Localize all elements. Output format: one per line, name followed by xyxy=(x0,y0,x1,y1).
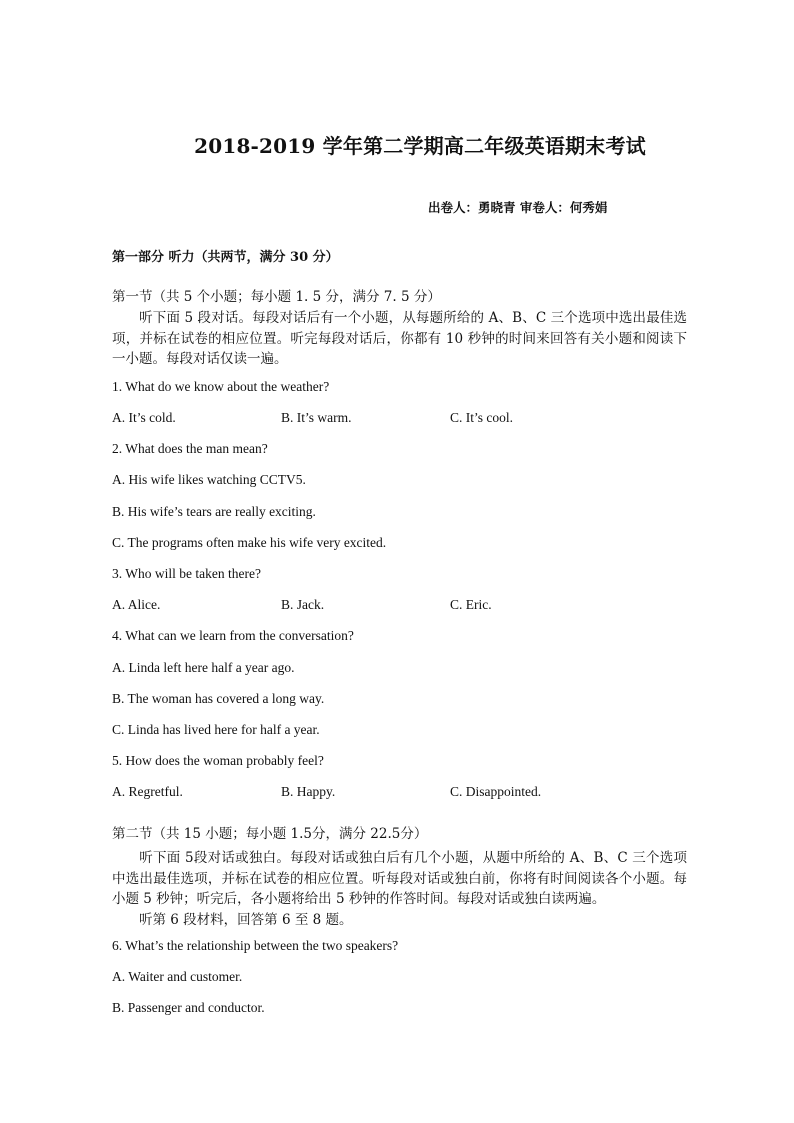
question-6-option-a: A. Waiter and customer. xyxy=(112,969,243,984)
question-6-option-b: B. Passenger and conductor. xyxy=(112,1000,265,1015)
question-5-option-c: C. Disappointed. xyxy=(450,784,542,799)
question-4-option-b: B. The woman has covered a long way. xyxy=(112,691,325,706)
question-3-option-b: B. Jack. xyxy=(281,597,325,612)
section-two-material-note: 听第 6 段材料，回答第 6 至 8 题。 xyxy=(139,911,353,928)
question-3-option-a: A. Alice. xyxy=(112,597,161,612)
question-1-stem: 1. What do we know about the weather? xyxy=(112,379,330,394)
exam-title: 2018-2019 学年第二学期高二年级英语期末考试 xyxy=(194,134,646,158)
part-one-heading: 第一部分 听力（共两节，满分 30 分） xyxy=(112,250,339,265)
question-5-option-b: B. Happy. xyxy=(281,784,336,799)
question-5-stem: 5. How does the woman probably feel? xyxy=(112,753,324,768)
section-two-instructions xyxy=(112,848,687,930)
question-4-stem: 4. What can we learn from the conversation? xyxy=(112,628,354,643)
question-3-option-c: C. Eric. xyxy=(450,597,492,612)
question-2-option-b: B. His wife’s tears are really exciting. xyxy=(112,504,316,519)
section-two-instructions-text: 听下面 5段对话或独白。每段对话或独白后有几个小题，从题中所给的 A、B、C 三个选项中选出最佳选项，并标在试卷的相应位置。听每段对话或独白前，你将有时间阅读各个小题。每小题 5 秒钟；听完后，各小题将给出 5 秒钟的作答时间。每段对话或独白读两遍。 xyxy=(112,850,687,907)
question-6-stem: 6. What’s the relationship between the two speakers? xyxy=(112,938,399,953)
question-4-option-c: C. Linda has lived here for half a year. xyxy=(112,722,320,737)
question-1-option-c: C. It’s cool. xyxy=(450,410,513,425)
question-1-option-b: B. It’s warm. xyxy=(281,410,352,425)
question-2-option-c: C. The programs often make his wife very excited. xyxy=(112,535,387,550)
question-1-option-a: A. It’s cold. xyxy=(112,410,176,425)
question-2-option-a: A. His wife likes watching CCTV5. xyxy=(112,472,306,487)
section-one-heading: 第一节（共 5 个小题；每小题 1. 5 分，满分 7. 5 分） xyxy=(112,289,441,305)
section-one-instructions-text: 听下面 5 段对话。每段对话后有一个小题，从每题所给的 A、B、C 三个选项中选出最佳选项，并标在试卷的相应位置。听完每段对话后，你都有 10 秒钟的时间来回答有关小题和阅读下一小题。每段对话仅读一遍。 xyxy=(112,310,687,367)
question-3-stem: 3. Who will be taken there? xyxy=(112,566,261,581)
authors-line: 出卷人：勇晓青 审卷人：何秀娟 xyxy=(428,200,608,215)
section-two-heading: 第二节（共 15 小题；每小题 1.5分，满分 22.5分） xyxy=(112,826,428,842)
question-5-option-a: A. Regretful. xyxy=(112,784,183,799)
question-2-stem: 2. What does the man mean? xyxy=(112,441,268,456)
section-one-instructions xyxy=(112,308,687,370)
question-4-option-a: A. Linda left here half a year ago. xyxy=(112,660,295,675)
